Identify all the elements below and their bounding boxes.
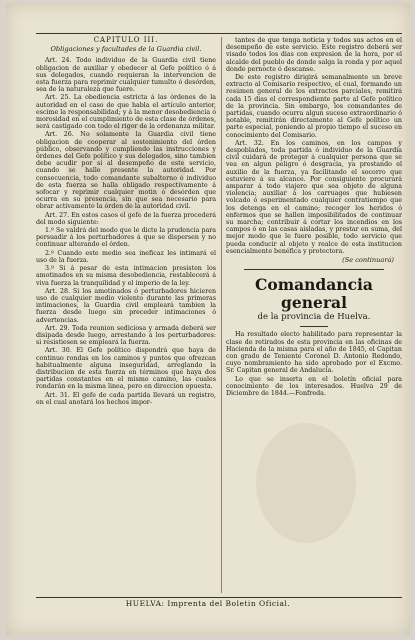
column-divider <box>221 37 222 593</box>
article-paragraph: Art. 27. En estos casos el gefe de la fuerza procederá del modo siguiente: <box>36 211 216 226</box>
notice-rule <box>300 326 328 327</box>
notice-subtitle: de la provincia de Huelva. <box>257 312 371 323</box>
header-rule <box>36 33 402 34</box>
paper-stain <box>256 423 356 543</box>
article-paragraph: Art. 25. La obediencia estricta á las órdenes de la autoridad en el caso de que habla el artículo anterior, escime la responsabilidad; y á la menor desobediencia ó morosidad en el cumplimiento de esta clase de órdenes, será castigado con todo el rigor de la ordenanza militar. <box>36 94 216 131</box>
article-paragraph: Art. 29. Toda reunion sediciosa y armada deberá ser disipada desde luego, arrestando á los perturbadores: si resistiesen se empleará la fuerza. <box>36 324 216 347</box>
footer-rule <box>36 597 402 598</box>
section-title: Obligaciones y facultades de la Guardia civil. <box>50 45 202 54</box>
continued-note: (Se continuará) <box>342 256 394 265</box>
article-paragraph: Art. 31. El gefe de cada partida llevará un registro, en el cual anotará los hechos impor- <box>36 391 216 406</box>
article-paragraph: 2.º Cuando este medio sea ineficaz les intimará el uso de la fuerza. <box>36 249 216 264</box>
left-column <box>36 37 216 407</box>
notice-paragraph: Ha resultado electo habilitado para representar la clase de retirados de esta provincia en las oficinas de Hacienda de la misma para el año de 1845, el Capitan con grado de Teniente Coronel D. Antonio Redondo, cuyo nombramiento ha sido aprobado por el Excmo. Sr. Capitan general de Andalucía. <box>226 331 402 375</box>
newspaper-page <box>6 3 410 635</box>
article-paragraph: 1.º Se valdrá del modo que le dicte la prudencia para persuadir á los perturbadores á que se dispersen y no continuar alterando el órden. <box>36 227 216 249</box>
article-paragraph: tantes de que tenga noticia y todos sus actos en el desempeño de este servicio. Este registro deberá ser visado todos los dias con expresion de la hora, por el alcalde del pueblo de donde salga la ronda y por aquel donde pernocte ó descanse. <box>226 37 402 73</box>
imprint-line: HUELVA: Imprenta del Boletin Oficial. <box>125 599 291 608</box>
article-paragraph: Art. 28. Si los amotinados ó perturbadores hicieren uso de cualquier medio violento durante las primeras intimaciones, la Guardia civil empleará tambien la fuerza desde luego sin preceder intimaciones ó advertencias. <box>36 287 216 324</box>
notice-title: Comandancia general <box>255 275 373 313</box>
article-paragraph: Art. 24. Todo individuo de la Guardia civil tiene obligacion de auxiliar y obedecer al Gefe político ó á sus delegados, cuando requieran la intervencion de esta fuerza para reprimir cualquier tumulto ó desórden, sea de la naturaleza que fuere. <box>36 57 216 94</box>
chapter-heading: CAPITULO III. <box>93 36 159 44</box>
section-rule <box>244 269 384 270</box>
article-paragraph: Art. 30. El Gefe político dispondrá que haya de continuo rondas en los caminos y puntos que ofrezcan habitualmente alguna inseguridad, arreglando la distribucion de esta fuerza en términos que haya dos partidas constantes en el mismo camino, las cuales rondarán en la misma linea, pero en direccion opuesta. <box>36 347 216 391</box>
article-paragraph: De este registro dirigirá semanalmente un breve extracto al Comisario respectivo, el cual, formando un resúmen general de los extractos parciales, remitirá cada 15 dias el correspondiente parte al Gefe político de la provincia. Sin embargo, los comandantes de partidas, cuando ocurra algun suceso extraordinario ó notable, remitirán directamente al Gefe político un parte especial, poniendo al propio tiempo el suceso en conocimiento del Comisario. <box>226 74 402 139</box>
article-paragraph: 3.º Si á pesar de esta intimacion presisten los amotinados en su misma desobediencia, restablecerá á viva fuerza la tranquilidad y el imperio de la ley. <box>36 265 216 287</box>
notice-paragraph: Lo que se inserta en el boletín oficial para conocimiento de los interesados. Huelva 29 de Diciembre de 1844.—Fonfreda. <box>226 375 402 397</box>
article-paragraph: Art. 26. No solamente la Guardia civil tiene obligacion de cooperar al sostenimiento del órden público, observando y cumpliendo las instrucciones y órdenes del Gefe político y sus delegados, sino tambien debe acudir por sí al desempeño de este servicio, cuando se halle presente la autoridad. Por consecuencia, todo comandante subalterno ó individuo de esta fuerza se halla obligado respectivamente á sofocar y reprimir cualquier motin ó desórden que ocurra en su presencia, sin que sea necesario para obrar activamente la órden de la autoridad civil. <box>36 131 216 211</box>
right-column <box>226 37 402 398</box>
article-paragraph: Art. 32. En los caminos, en los campos y despoblados, toda partida ó individuo de la Guardia civil cuidará de proteger á cualquier persona que se vea en algun peligro ó desgracia, ya prestando el auxilio de la fuerza, ya facilitando el socorro que estuviere á su alcance. Por consiguiente procurará amparar á todo viajero que sea objeto de alguna violencia; auxiliar á los carruages que hubiesen volcado ó esperimentado cualquier contratiempo que los detenga en el camino; recoger los heridos ó enfermos que se hallen imposibilitados de continuar su marcha; contribuir á cortar los incendios en los campos ó en las casas aisladas, y prestar en suma, del mejor modo que le fuere posible, todo servicio que pueda conducir al objeto y realce de esta institucion esencialmente benéfica y protectora. <box>226 139 402 255</box>
